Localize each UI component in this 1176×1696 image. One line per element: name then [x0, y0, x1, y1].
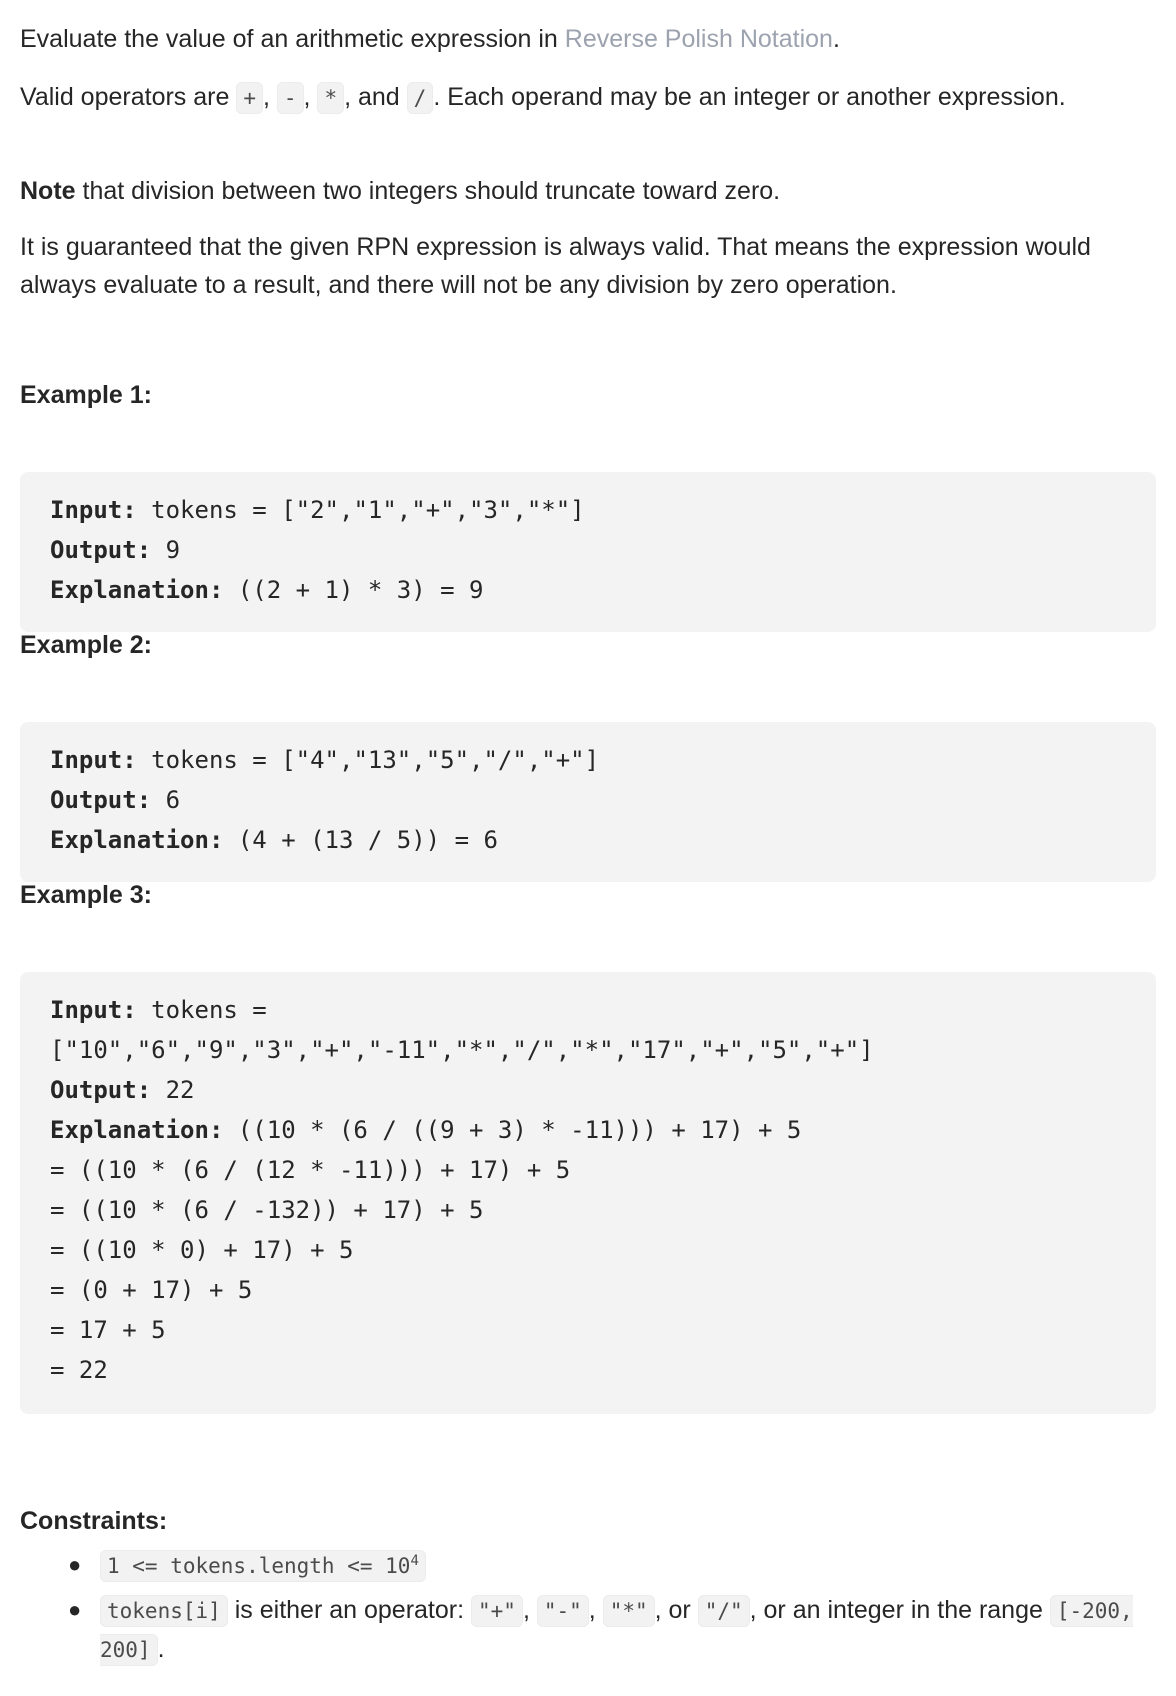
output-value: 22 [151, 1076, 195, 1104]
example-3-output [50, 1070, 1126, 1110]
operator-multiply-code: "*" [603, 1595, 655, 1627]
example-1-output [50, 530, 1126, 570]
separator: , [303, 83, 318, 111]
explanation-label: Explanation: [50, 826, 224, 854]
operator-minus: - [277, 82, 304, 114]
output-label: Output: [50, 536, 152, 564]
example-3-explanation [50, 1110, 1126, 1150]
tokens-i-code: tokens[i] [100, 1595, 228, 1627]
explanation-step: = ((10 * 0) + 17) + 5 [50, 1236, 354, 1264]
operator-plus-code: "+" [471, 1595, 523, 1627]
constraints-list [20, 1546, 1140, 1669]
intro-end: . [832, 25, 840, 53]
input-label: Input: [50, 996, 137, 1024]
explanation-step: = ((10 * (6 / (12 * -11))) + 17) + 5 [50, 1156, 571, 1184]
operators-text: Valid operators are [20, 83, 237, 111]
rpn-link[interactable]: Reverse Polish Notation [564, 25, 833, 53]
note-paragraph [20, 172, 1140, 210]
example-1-input [50, 490, 1126, 530]
note-label: Note [20, 177, 76, 205]
example-3-input-tokens: ["10","6","9","3","+","-11","*","/","*","17","+","5","+"] [50, 1036, 874, 1064]
operators-end: . Each operand may be an integer or another expression. [433, 83, 1066, 111]
operator-minus-code: "-" [537, 1595, 589, 1627]
output-value: 9 [151, 536, 181, 564]
example-2-input [50, 740, 1126, 780]
separator: , and [344, 83, 407, 111]
explanation-label: Explanation: [50, 1116, 224, 1144]
constraints-title: Constraints: [20, 1507, 168, 1535]
input-value: tokens = [136, 996, 267, 1024]
separator: , [262, 83, 277, 111]
example-1-title: Example 1: [20, 381, 153, 409]
output-label: Output: [50, 786, 152, 814]
example-2-block [20, 722, 1156, 882]
operator-multiply: * [317, 82, 344, 114]
example-2-output [50, 780, 1126, 820]
intro-paragraph [20, 20, 1140, 58]
operator-divide: / [407, 82, 434, 114]
example-2-title: Example 2: [20, 631, 153, 659]
output-value: 6 [151, 786, 181, 814]
constraint-text: , or an integer in the range [749, 1596, 1050, 1624]
input-value: tokens = ["4","13","5","/","+"] [136, 746, 600, 774]
explanation-value: ((10 * (6 / ((9 + 3) * -11))) + 17) + 5 [223, 1116, 802, 1144]
input-label: Input: [50, 496, 137, 524]
example-2-explanation [50, 820, 1126, 860]
note-text: that division between two integers should truncate toward zero. [75, 177, 781, 205]
separator: , [522, 1596, 537, 1624]
guarantee-paragraph: It is guaranteed that the given RPN expression is always valid. That means the expression would always evaluate to a result, and there will not be any division by zero operation. [20, 233, 1091, 299]
explanation-step: = 17 + 5 [50, 1316, 166, 1344]
explanation-value: ((2 + 1) * 3) = 9 [223, 576, 484, 604]
operators-paragraph [20, 78, 1140, 117]
separator: , or [654, 1596, 698, 1624]
exponent: 4 [410, 1553, 419, 1569]
explanation-step: = (0 + 17) + 5 [50, 1276, 253, 1304]
input-value: tokens = ["2","1","+","3","*"] [136, 496, 585, 524]
intro-text: Evaluate the value of an arithmetic expression in [20, 25, 565, 53]
constraint-item [20, 1546, 1140, 1585]
explanation-step: = 22 [50, 1356, 108, 1384]
explanation-value: (4 + (13 / 5)) = 6 [223, 826, 498, 854]
constraint-item [20, 1591, 1140, 1669]
constraint-length-text: 1 <= tokens.length <= 10 [107, 1554, 411, 1578]
range-code: [-200, 200] [100, 1595, 1133, 1666]
example-3-block [20, 972, 1156, 1414]
example-1-explanation [50, 570, 1126, 610]
example-3-input [50, 990, 1126, 1030]
operator-divide-code: "/" [698, 1595, 750, 1627]
operator-plus: + [236, 82, 263, 114]
output-label: Output: [50, 1076, 152, 1104]
separator: , [588, 1596, 603, 1624]
constraint-length-code [100, 1550, 426, 1582]
bullet-icon: ● [68, 1552, 82, 1577]
constraint-end: . [157, 1635, 165, 1663]
example-1-block [20, 472, 1156, 632]
input-label: Input: [50, 746, 137, 774]
bullet-icon: ● [68, 1597, 82, 1622]
explanation-step: = ((10 * (6 / -132)) + 17) + 5 [50, 1196, 484, 1224]
constraint-text: is either an operator: [227, 1596, 471, 1624]
example-3-title: Example 3: [20, 881, 153, 909]
explanation-label: Explanation: [50, 576, 224, 604]
